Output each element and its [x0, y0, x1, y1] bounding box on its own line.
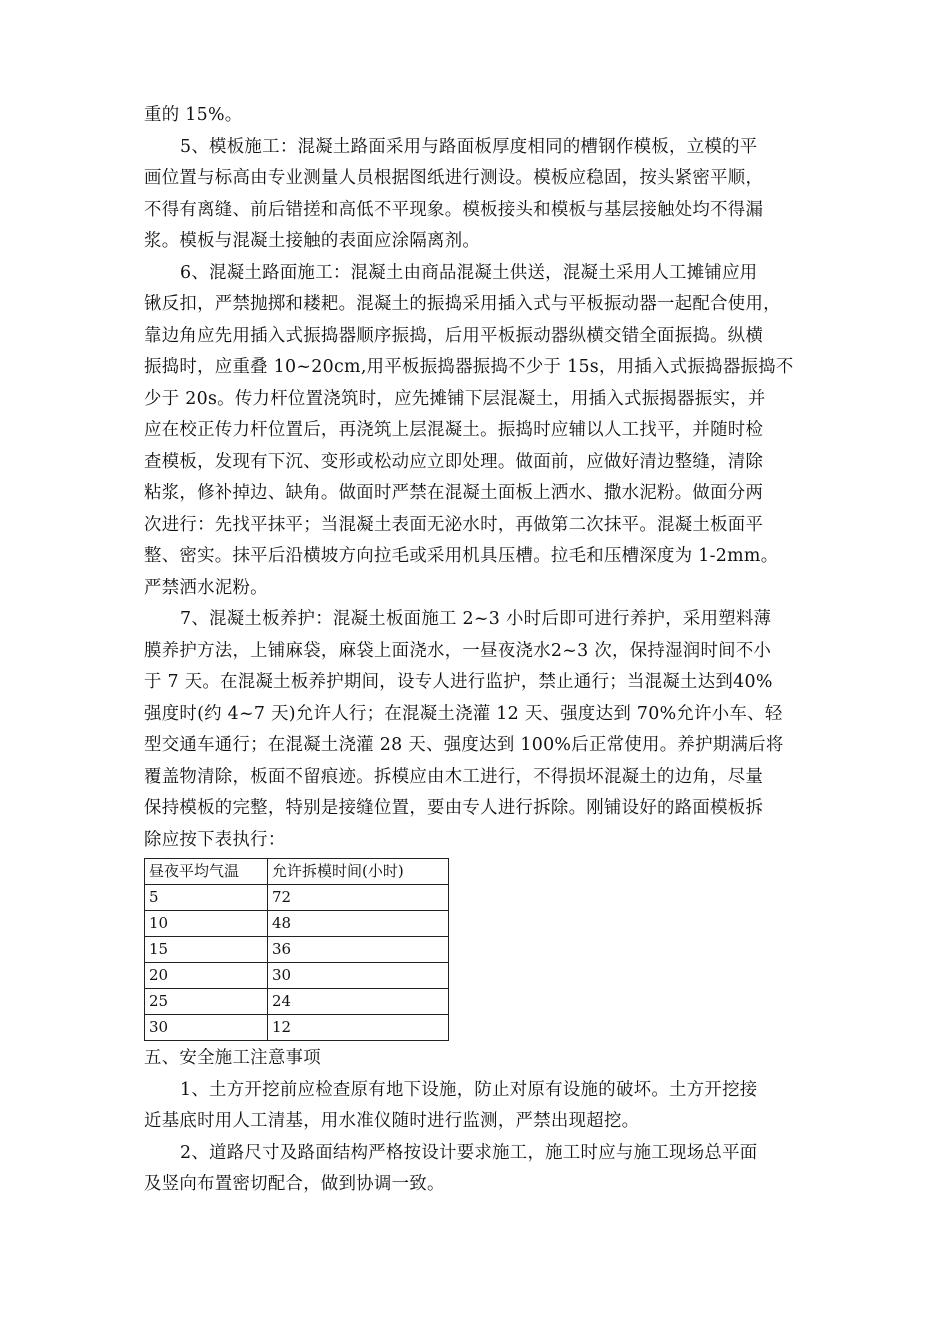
- table-cell: 10: [145, 911, 268, 937]
- table-row: [145, 937, 449, 963]
- section-heading: 五、安全施工注意事项: [144, 1048, 321, 1068]
- text-line: 型交通车通行；在混凝土浇灌 28 天、强度达到 100%后正常使用。养护期满后将: [144, 735, 784, 755]
- table-cell: 20: [145, 963, 268, 989]
- table-cell: 12: [268, 1015, 449, 1041]
- table-cell: 36: [268, 937, 449, 963]
- formwork-removal-table: [144, 858, 449, 1041]
- text-line: 7、混凝土板养护：混凝土板面施工 2~3 小时后即可进行养护，采用塑料薄: [180, 609, 772, 629]
- document-page: [144, 100, 812, 1201]
- text-line: 于 7 天。在混凝土板养护期间，设专人进行监护，禁止通行；当混凝土达到40%: [144, 672, 773, 692]
- table-header-cell: 允许拆模时间(小时): [268, 859, 449, 885]
- text-line: 保持模板的完整，特别是接缝位置，要由专人进行拆除。刚铺设好的路面模板拆: [144, 798, 764, 818]
- text-line: 锹反扣，严禁抛掷和耧耙。混凝土的振捣采用插入式与平板振动器一起配合使用，: [144, 294, 781, 314]
- paragraph-curing: [144, 604, 812, 856]
- text-line: 次进行：先找平抹平；当混凝土表面无泌水时，再做第二次抹平。混凝土板面平: [144, 514, 764, 535]
- text-line: 少于 20s。传力杆位置浇筑时，应先摊铺下层混凝土，用插入式振揭器振实，并: [144, 388, 766, 409]
- text-line: 整、密实。抹平后沿横坡方向拉毛或采用机具压槽。拉毛和压槽深度为 1-2mm。: [144, 546, 779, 566]
- table-cell: 24: [268, 989, 449, 1015]
- text-line: 强度时(约 4~7 天)允许人行；在混凝土浇灌 12 天、强度达到 70%允许小车、轻: [144, 703, 783, 724]
- text-line: 不得有离缝、前后错搓和高低不平现象。模板接头和模板与基层接触处均不得漏: [144, 199, 764, 220]
- text-line: 振捣时，应重叠 10~20cm,用平板振捣器振捣不少于 15s，用插入式振捣器振捣不: [144, 357, 794, 377]
- text-line: 膜养护方法，上铺麻袋，麻袋上面浇水，一昼夜浇水2~3 次，保持湿润时间不小: [144, 640, 772, 661]
- table-cell: 5: [145, 885, 268, 911]
- text-line: 除应按下表执行：: [144, 829, 286, 850]
- text-line: 应在校正传力杆位置后，再浇筑上层混凝土。振捣时应辅以人工找平，并随时检: [144, 420, 764, 440]
- table-header-row: [145, 859, 449, 885]
- table-row: [145, 1015, 449, 1041]
- paragraph-continuation: [144, 100, 812, 132]
- text-line: 重的 15%。: [144, 105, 243, 125]
- text-line: 浆。模板与混凝土接触的表面应涂隔离剂。: [144, 231, 481, 251]
- table-row: [145, 989, 449, 1015]
- text-line: 覆盖物清除，板面不留痕迹。拆模应由木工进行，不得损坏混凝土的边角，尽量: [144, 766, 764, 787]
- text-line: 严禁洒水泥粉。: [144, 577, 268, 598]
- text-line: 靠边角应先用插入式振捣器顺序振捣，后用平板振动器纵横交错全面振捣。纵横: [144, 325, 764, 346]
- text-line: 2、道路尺寸及路面结构严格按设计要求施工，施工时应与施工现场总平面: [180, 1142, 758, 1163]
- paragraph-formwork: [144, 132, 812, 258]
- table-header-cell: 昼夜平均气温: [145, 859, 268, 885]
- text-line: 画位置与标高由专业测量人员根据图纸进行测设。模板应稳固，按头紧密平顺，: [144, 168, 764, 188]
- paragraph-safety-2: [144, 1138, 812, 1201]
- table-cell: 30: [268, 963, 449, 989]
- table-row: [145, 963, 449, 989]
- table-cell: 25: [145, 989, 268, 1015]
- table-row: [145, 911, 449, 937]
- paragraph-concrete-pavement: [144, 258, 812, 605]
- paragraph-safety-1: [144, 1075, 812, 1138]
- table-cell: 30: [145, 1015, 268, 1041]
- text-line: 粘浆，修补掉边、缺角。做面时严禁在混凝土面板上洒水、撒水泥粉。做面分两: [144, 483, 764, 503]
- text-line: 5、模板施工：混凝土路面采用与路面板厚度相同的槽钢作模板，立模的平: [180, 136, 758, 157]
- text-line: 6、混凝土路面施工：混凝土由商品混凝土供送，混凝土采用人工摊铺应用: [180, 262, 758, 283]
- text-line: 近基底时用人工清基，用水准仪随时进行监测，严禁出现超挖。: [144, 1111, 640, 1131]
- text-line: 查模板，发现有下沉、变形或松动应立即处理。做面前，应做好清边整缝，清除: [144, 451, 764, 472]
- text-line: 及竖向布置密切配合，做到协调一致。: [144, 1174, 445, 1194]
- table-cell: 15: [145, 937, 268, 963]
- table-cell: 72: [268, 885, 449, 911]
- table-cell: 48: [268, 911, 449, 937]
- table-row: [145, 885, 449, 911]
- text-line: 1、土方开挖前应检查原有地下设施，防止对原有设施的破坏。土方开挖接: [180, 1079, 758, 1100]
